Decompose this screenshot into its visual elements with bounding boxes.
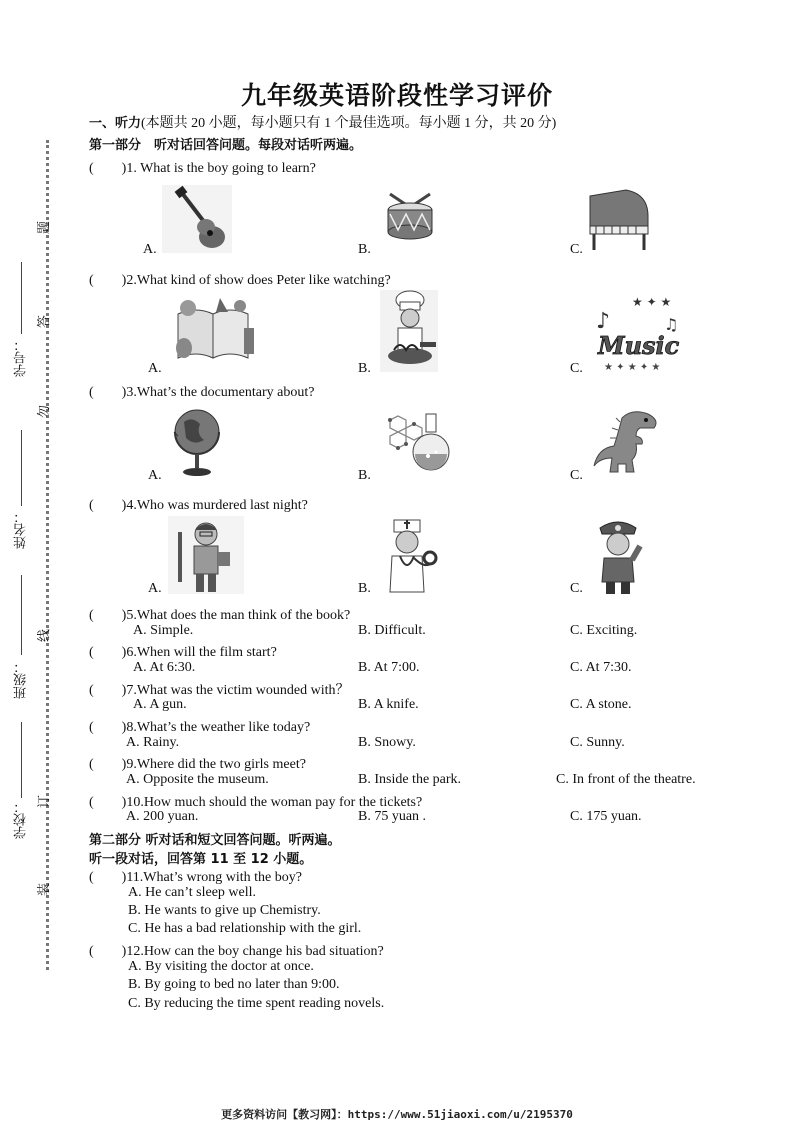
option-10b[interactable]: B. 75 yuan . <box>358 809 427 824</box>
option-9a[interactable]: A. Opposite the museum. <box>126 772 269 787</box>
seal-char: 答 <box>37 314 53 329</box>
svg-text:★ ✦ ★ ✦ ★: ★ ✦ ★ ✦ ★ <box>604 362 661 372</box>
part2-heading: 第二部分 听对话和短文回答问题。听两遍。 <box>89 833 341 848</box>
option-1c[interactable]: C. <box>570 242 583 257</box>
option-6a[interactable]: A. At 6:30. <box>133 660 196 675</box>
option-9c[interactable]: C. In front of the theatre. <box>556 772 696 787</box>
teacher-icon <box>168 516 244 594</box>
name-line[interactable] <box>21 430 22 506</box>
svg-text:Music: Music <box>598 331 680 360</box>
question-12: ( )12.How can the boy change his bad situation? <box>89 944 384 959</box>
option-1b[interactable]: B. <box>358 242 371 257</box>
svg-text:♫: ♫ <box>664 315 679 334</box>
option-12c[interactable]: C. By reducing the time spent reading novels. <box>128 996 385 1011</box>
guitar-icon <box>162 185 232 253</box>
part2-subheading: 听一段对话，回答第 11 至 12 小题。 <box>89 852 313 867</box>
binding-dotted-line <box>46 140 53 970</box>
option-6b[interactable]: B. At 7:00. <box>358 660 420 675</box>
option-5b[interactable]: B. Difficult. <box>358 623 426 638</box>
option-11a[interactable]: A. He can’t sleep well. <box>128 885 257 900</box>
option-4a[interactable]: A. <box>148 581 162 596</box>
globe-icon <box>170 406 224 478</box>
option-7a[interactable]: A. A gun. <box>133 697 187 712</box>
question-10: ( )10.How much should the woman pay for the tickets? <box>89 795 423 810</box>
chef-cooking-icon <box>380 290 438 372</box>
option-5c[interactable]: C. Exciting. <box>570 623 638 638</box>
seal-char: 勿 <box>37 404 53 419</box>
student-number-label: 学号： <box>14 338 29 377</box>
option-10a[interactable]: A. 200 yuan. <box>126 809 199 824</box>
page-title: 九年级英语阶段性学习评价 <box>240 81 553 110</box>
question-11: ( )11.What’s wrong with the boy? <box>89 870 302 885</box>
seal-char: 装 <box>37 882 53 897</box>
question-5: ( )5.What does the man think of the book? <box>89 608 351 623</box>
name-label: 姓名： <box>14 510 29 549</box>
option-8c[interactable]: C. Sunny. <box>570 735 625 750</box>
option-3c[interactable]: C. <box>570 468 583 483</box>
question-4: ( )4.Who was murdered last night? <box>89 498 308 513</box>
piano-icon <box>586 186 652 252</box>
option-6c[interactable]: C. At 7:30. <box>570 660 632 675</box>
music-icon <box>590 292 690 372</box>
seal-char: 题 <box>37 220 53 235</box>
science-flask-icon <box>380 408 456 472</box>
svg-text:★ ✦ ★: ★ ✦ ★ <box>632 295 672 309</box>
question-1: ( )1. What is the boy going to learn? <box>89 161 316 176</box>
option-8b[interactable]: B. Snowy. <box>358 735 416 750</box>
question-6: ( )6.When will the film start? <box>89 645 277 660</box>
option-10c[interactable]: C. 175 yuan. <box>570 809 642 824</box>
section-heading-label: 一、听力 <box>89 116 142 131</box>
book-fairy-tale-icon <box>168 298 258 364</box>
option-3b[interactable]: B. <box>358 468 371 483</box>
option-8a[interactable]: A. Rainy. <box>126 735 180 750</box>
section-heading <box>89 112 556 132</box>
school-label: 学校： <box>14 800 29 839</box>
seal-char: 线 <box>37 628 53 643</box>
school-line[interactable] <box>21 722 22 798</box>
option-2c[interactable]: C. <box>570 361 583 376</box>
part1-subheading: 第一部分 听对话回答问题。每段对话听两遍。 <box>89 138 363 153</box>
option-9b[interactable]: B. Inside the park. <box>358 772 462 787</box>
footer-link[interactable]: 更多资料访问【教习网】：https://www.51jiaoxi.com/u/2195370 <box>221 1108 573 1121</box>
doctor-icon <box>378 518 440 594</box>
section-heading-note: (本题共 20 小题，每小题只有 1 个最佳选项。每小题 1 分，共 20 分) <box>141 116 557 131</box>
police-officer-icon <box>590 516 646 596</box>
class-line[interactable] <box>21 575 22 655</box>
option-7c[interactable]: C. A stone. <box>570 697 632 712</box>
option-7b[interactable]: B. A knife. <box>358 697 419 712</box>
option-11c[interactable]: C. He has a bad relationship with the girl. <box>128 921 362 936</box>
question-7: ( )7.What was the victim wounded with？ <box>89 683 350 698</box>
question-3: ( )3.What’s the documentary about? <box>89 385 315 400</box>
option-2a[interactable]: A. <box>148 361 162 376</box>
question-9: ( )9.Where did the two girls meet? <box>89 757 306 772</box>
option-4c[interactable]: C. <box>570 581 583 596</box>
option-12a[interactable]: A. By visiting the doctor at once. <box>128 959 314 974</box>
option-1a[interactable]: A. <box>143 242 157 257</box>
option-11b[interactable]: B. He wants to give up Chemistry. <box>128 903 321 918</box>
drum-icon <box>382 192 438 242</box>
student-number-line[interactable] <box>21 262 22 334</box>
option-3a[interactable]: A. <box>148 468 162 483</box>
svg-text:♪: ♪ <box>596 309 611 334</box>
dinosaur-icon <box>592 408 664 476</box>
question-8: ( )8.What’s the weather like today? <box>89 720 311 735</box>
seal-char: 订 <box>37 794 53 809</box>
option-12b[interactable]: B. By going to bed no later than 9:00. <box>128 977 340 992</box>
option-2b[interactable]: B. <box>358 361 371 376</box>
option-4b[interactable]: B. <box>358 581 371 596</box>
option-5a[interactable]: A. Simple. <box>133 623 194 638</box>
class-label: 班级： <box>14 660 29 699</box>
question-2: ( )2.What kind of show does Peter like watching? <box>89 273 391 288</box>
